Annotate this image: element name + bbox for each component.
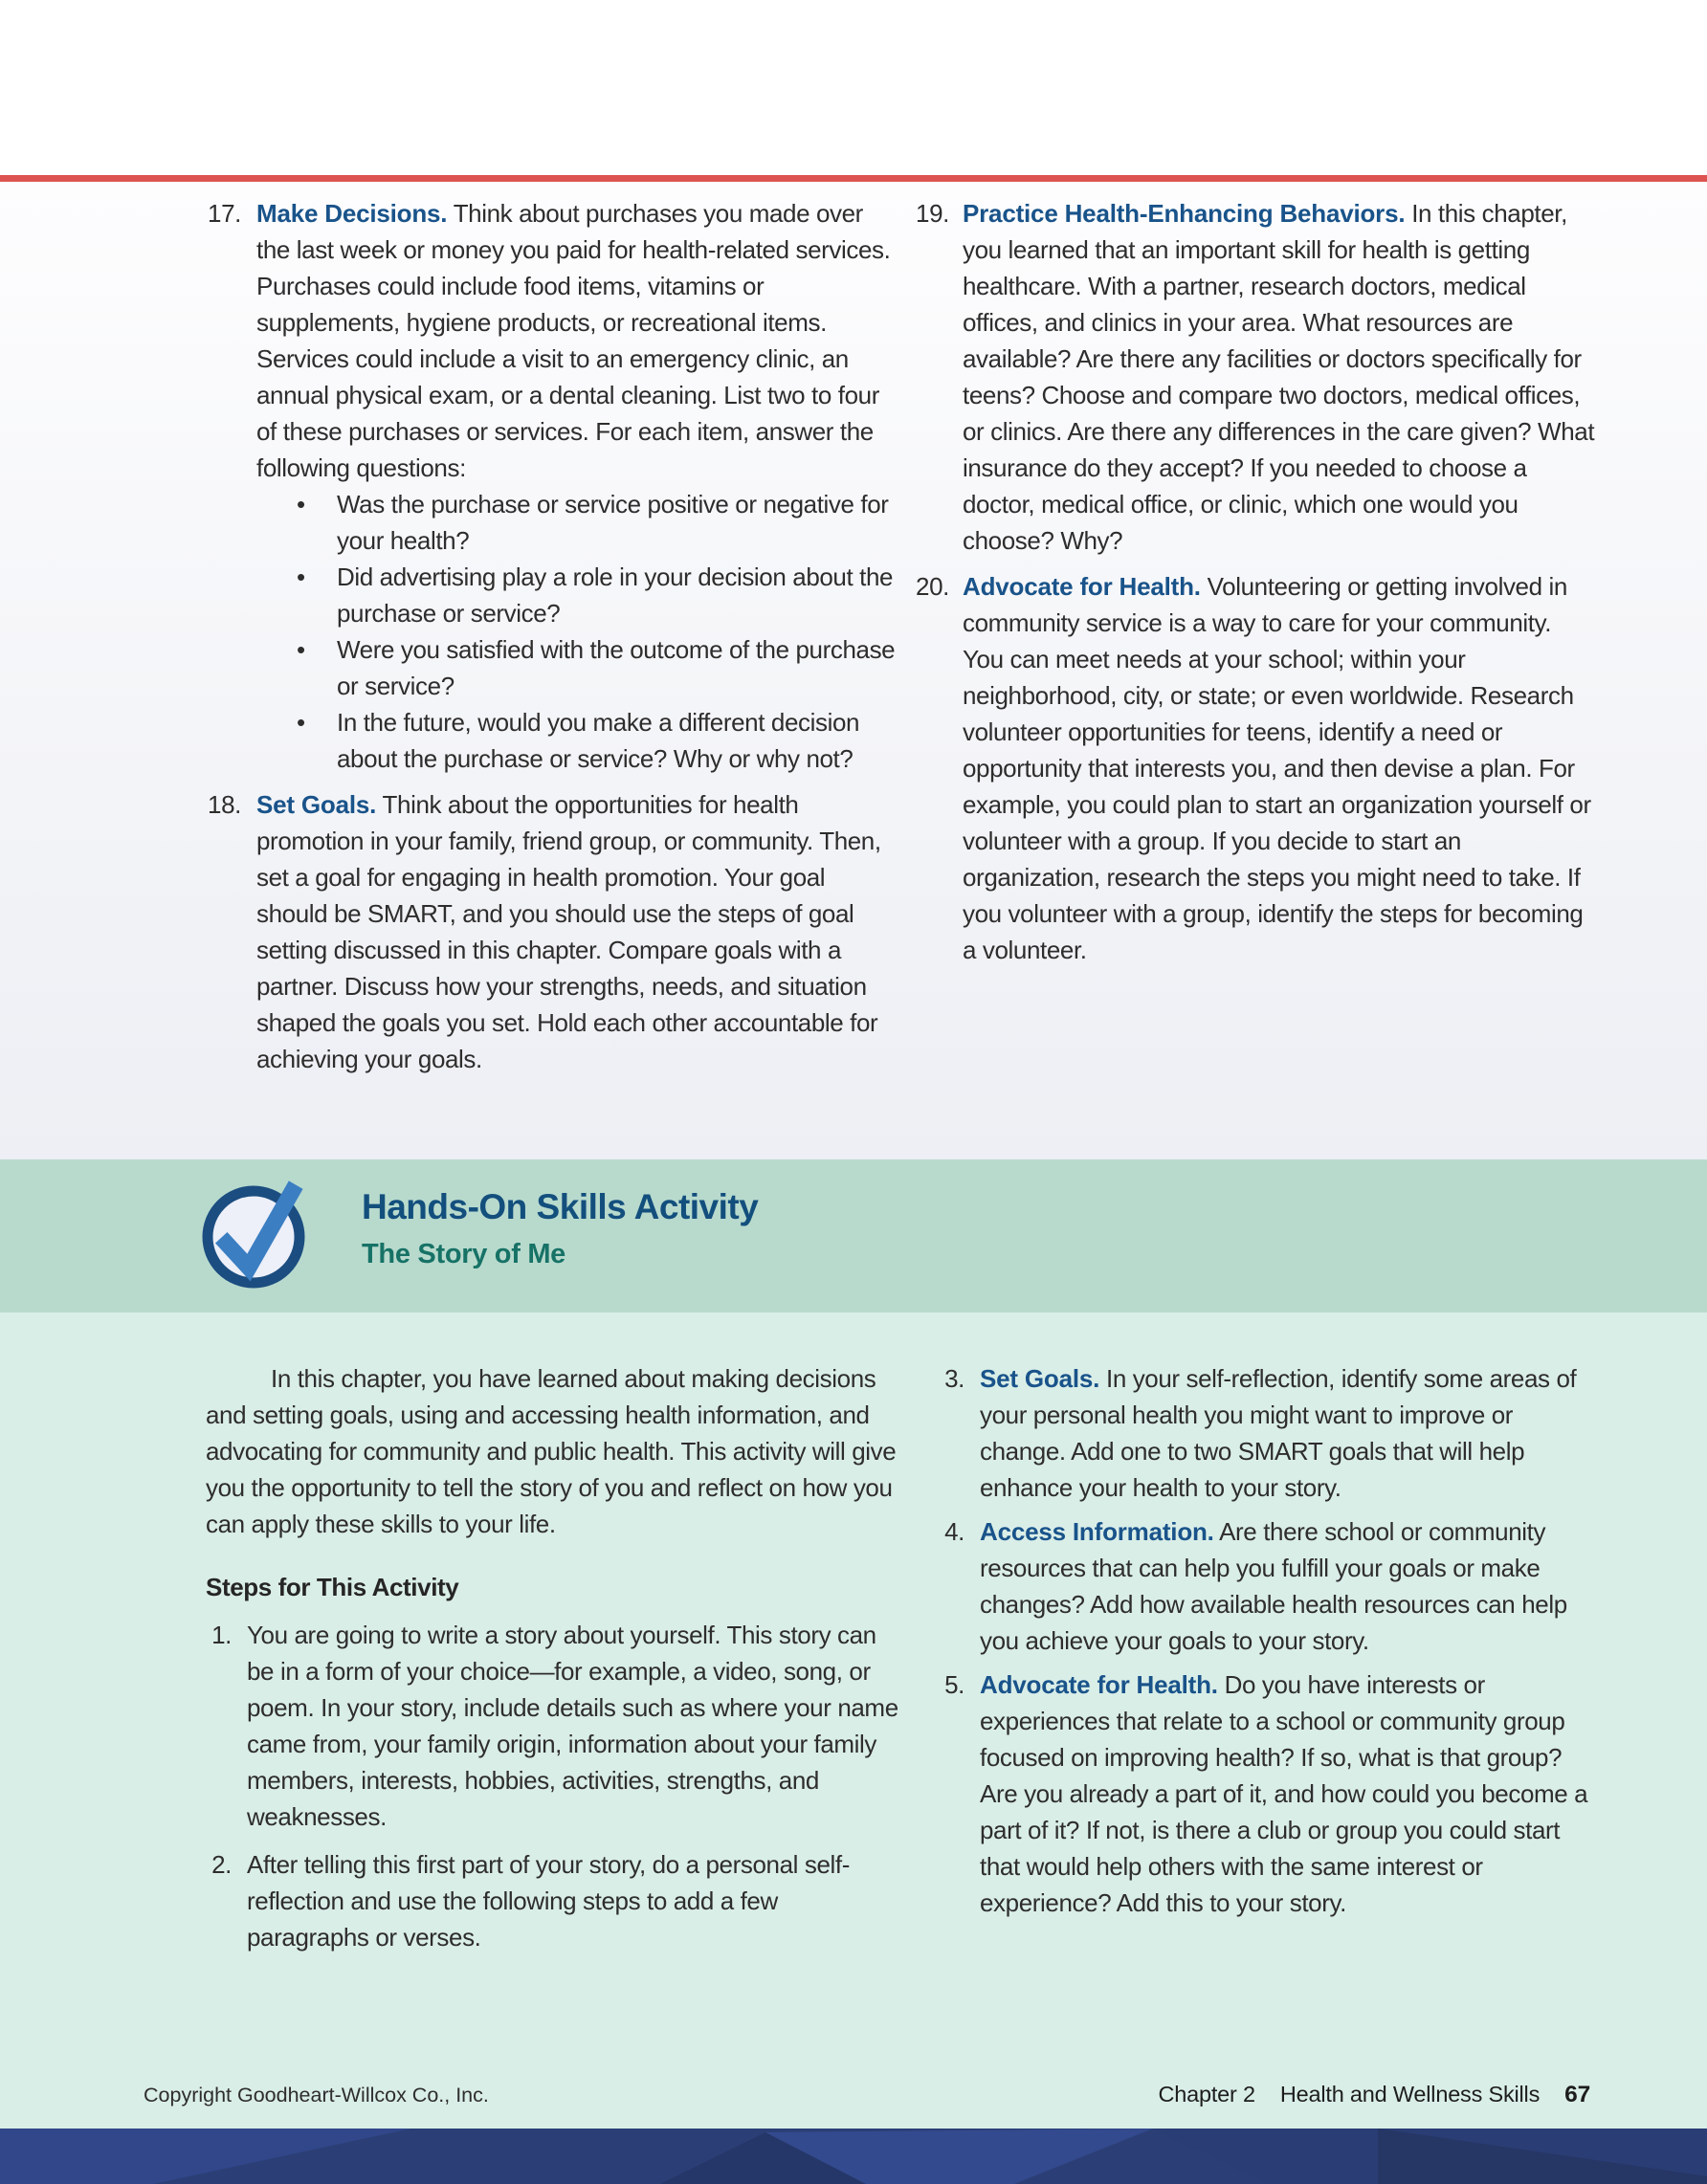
bullet-text: Were you satisfied with the outcome of the purchase or service? bbox=[337, 635, 896, 700]
activity-title: Hands-On Skills Activity bbox=[362, 1187, 759, 1226]
activity-step-body: Are there school or community resources that can help you fulfill your goals or make changes? Add how available health resources can help you achieve your goals to your story. bbox=[980, 1517, 1567, 1655]
review-item-number: 18. bbox=[208, 790, 241, 819]
page-number: 67 bbox=[1564, 2082, 1590, 2107]
activity-step-number: 3. bbox=[944, 1364, 964, 1393]
chapter-info bbox=[1158, 2076, 1590, 2113]
bullet-item bbox=[297, 486, 899, 559]
activity-column-left bbox=[144, 1360, 899, 1955]
review-item-body: Think about the opportunities for health promotion in your family, friend group, or community. Then, set a goal for engaging in health promotion. Your goal should be SMART, and you should use the steps of goal setting discussed in this chapter. Compare goals with a partner. Discuss how your strengths, needs, and situation shaped the goals you set. Hold each other accountable for achieving your goals. bbox=[256, 790, 881, 1073]
activity-step bbox=[911, 1360, 1596, 1506]
activity-step-number: 4. bbox=[944, 1517, 964, 1546]
activity-step bbox=[911, 1666, 1596, 1921]
review-item-body: Volunteering or getting involved in community service is a way to care for your community. You can meet needs at your school; within your neighborhood, city, or state; or even worldwide. Research volunteer opportunities for teens, identify a need or opportunity that interests you, and then devise a plan. For example, you could plan to start an organization yourself or volunteer with a group. If you decide to start an organization, research the steps you might need to take. If you volunteer with a group, identify the steps for becoming a volunteer. bbox=[963, 572, 1591, 964]
activity-intro-paragraph: In this chapter, you have learned about making decisions and setting goals, using and accessing health information, and advocating for community and public health. This activity will give you the opportunity to tell the story of you and reflect on how you can apply these skills to your life. bbox=[206, 1364, 897, 1538]
review-item bbox=[144, 195, 899, 777]
checkmark-circle-icon bbox=[197, 1177, 312, 1293]
bullet-dot: • bbox=[297, 490, 305, 518]
review-item bbox=[144, 786, 899, 1077]
activity-step-text bbox=[247, 1846, 899, 1955]
review-item-body: In this chapter, you learned that an important skill for health is getting healthcare. With a partner, research doctors, medical offices, and clinics in your area. What resources are available? Are there any facilities or doctors specifically for teens? Choose and compare two doctors, medical offices, or clinics. Are there any differences in the care given? What insurance do they accept? If you needed to choose a doctor, medical office, or clinic, which one would you choose? Why? bbox=[963, 199, 1595, 555]
activity-step-number: 5. bbox=[944, 1670, 964, 1699]
activity-step bbox=[144, 1617, 899, 1835]
page-footer bbox=[144, 2076, 1590, 2113]
activity-step-body: You are going to write a story about yourself. This story can be in a form of your choice—for example, a video, song, or poem. In your story, include details such as where your name came from, your family origin, information about your family members, interests, hobbies, activities, strengths, and weaknesses. bbox=[247, 1621, 898, 1831]
bullet-dot: • bbox=[297, 708, 305, 737]
bullet-dot: • bbox=[297, 563, 305, 591]
bullet-dot: • bbox=[297, 635, 305, 664]
activity-step-lead: Access Information. bbox=[980, 1517, 1214, 1546]
activity-step-number: 1. bbox=[211, 1621, 232, 1649]
activity-step-text bbox=[980, 1513, 1596, 1659]
activity-body-section bbox=[0, 1313, 1707, 2129]
steps-list-left bbox=[144, 1617, 899, 1955]
review-item-text bbox=[256, 195, 899, 777]
review-item-lead: Advocate for Health. bbox=[963, 572, 1201, 601]
review-column-right bbox=[911, 195, 1596, 978]
review-item-lead: Set Goals. bbox=[256, 790, 377, 819]
review-item-number: 20. bbox=[916, 572, 949, 601]
review-questions-section bbox=[0, 182, 1707, 1159]
review-item-lead: Make Decisions. bbox=[256, 199, 448, 228]
activity-step bbox=[911, 1513, 1596, 1659]
review-column-left bbox=[144, 195, 899, 1087]
review-item-text bbox=[256, 786, 899, 1077]
review-item-text bbox=[963, 195, 1596, 559]
activity-step-number: 2. bbox=[211, 1850, 232, 1879]
review-item-text bbox=[963, 568, 1596, 968]
chapter-label: Chapter 2 bbox=[1158, 2082, 1255, 2107]
activity-step-lead: Advocate for Health. bbox=[980, 1670, 1218, 1699]
activity-step-body: After telling this first part of your story, do a personal self-reflection and use the following steps to add a few paragraphs or verses. bbox=[247, 1850, 850, 1952]
chapter-title: Health and Wellness Skills bbox=[1279, 2082, 1541, 2107]
activity-step bbox=[144, 1846, 899, 1955]
activity-step-body: In your self-reflection, identify some areas of your personal health you might want to improve or change. Add one to two SMART goals that will help enhance your health to your story. bbox=[980, 1364, 1577, 1502]
review-item-number: 17. bbox=[208, 199, 241, 228]
activity-step-text bbox=[247, 1617, 899, 1835]
activity-subtitle: The Story of Me bbox=[362, 1239, 566, 1269]
activity-banner-text bbox=[362, 1188, 758, 1269]
bullet-item bbox=[297, 631, 899, 704]
bullet-text: Did advertising play a role in your decision about the purchase or service? bbox=[337, 563, 894, 628]
bottom-decorative-band bbox=[0, 2129, 1707, 2184]
activity-step-text bbox=[980, 1360, 1596, 1506]
review-item bbox=[911, 568, 1596, 968]
steps-heading: Steps for This Activity bbox=[206, 1573, 459, 1601]
copyright-text: Copyright Goodheart-Willcox Co., Inc. bbox=[144, 2084, 489, 2107]
bullet-text: In the future, would you make a different decision about the purchase or service? Why or why not? bbox=[337, 708, 860, 773]
review-item-lead: Practice Health-Enhancing Behaviors. bbox=[963, 199, 1406, 228]
activity-banner bbox=[0, 1159, 1707, 1313]
bullet-item bbox=[297, 559, 899, 631]
review-item bbox=[911, 195, 1596, 559]
review-item-number: 19. bbox=[916, 199, 949, 228]
bullet-item bbox=[297, 704, 899, 777]
activity-step-lead: Set Goals. bbox=[980, 1364, 1100, 1393]
bullet-text: Was the purchase or service positive or negative for your health? bbox=[337, 490, 889, 555]
activity-step-body: Do you have interests or experiences that relate to a school or community group focused on improving health? If so, what is that group? Are you already a part of it, and how could you become a part of it? If not, is there a club or group you could start that would help others with the same interest or experience? Add this to your story. bbox=[980, 1670, 1588, 1917]
activity-step-text bbox=[980, 1666, 1596, 1921]
review-item-body: Think about purchases you made over the last week or money you paid for health-related services. Purchases could include food items, vitamins or supplements, hygiene products, or recreational items. Services could include a visit to an emergency clinic, an annual physical exam, or a dental cleaning. List two to four of these purchases or services. For each item, answer the following questions: bbox=[256, 199, 891, 482]
steps-list-right bbox=[911, 1360, 1596, 1929]
top-rule-divider bbox=[0, 175, 1707, 182]
